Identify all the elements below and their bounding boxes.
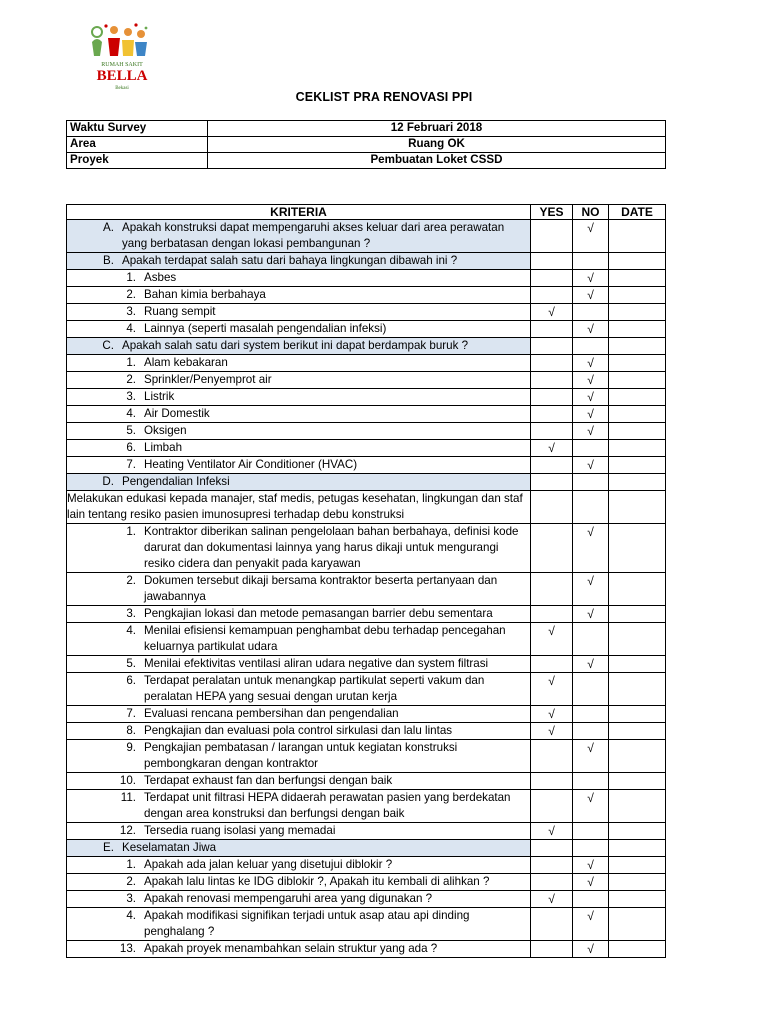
no-cell — [573, 723, 609, 740]
criteria-text: Apakah modifikasi signifikan terjadi untuk asap atau api dinding penghalang ? — [144, 909, 470, 938]
yes-cell: √ — [531, 823, 573, 840]
info-row — [67, 121, 666, 137]
criteria-text: Melakukan edukasi kepada manajer, staf medis, petugas kesehatan, lingkungan dan staf lain tentang resiko pasien imunosupresi terhadap debu konstruksi — [67, 491, 531, 524]
criteria-number: 1. — [126, 271, 136, 284]
yes-cell: √ — [531, 706, 573, 723]
no-cell: √ — [573, 874, 609, 891]
criteria-text: Apakah lalu lintas ke IDG diblokir ?, Apakah itu kembali di alihkan ? — [144, 875, 490, 888]
criteria-text: Kontraktor diberikan salinan pengelolaan bahan berbahaya, definisi kode darurat dan dokumentasi lainnya yang harus dikaji untuk mengurangi resiko cidera dan penyakit pada karyawan — [144, 525, 519, 570]
yes-cell — [531, 524, 573, 573]
criteria-text: Terdapat exhaust fan dan berfungsi dengan baik — [144, 774, 393, 787]
criteria-row — [67, 656, 666, 673]
criteria-number: 6. — [126, 674, 136, 687]
page-title: CEKLIST PRA RENOVASI PPI — [295, 90, 473, 104]
no-cell — [573, 338, 609, 355]
no-cell — [573, 773, 609, 790]
criteria-text: Apakah salah satu dari system berikut ini dapat berdampak buruk ? — [122, 339, 469, 352]
criteria-row — [67, 606, 666, 623]
date-cell — [609, 740, 666, 773]
date-cell — [609, 908, 666, 941]
yes-cell — [531, 423, 573, 440]
date-cell — [609, 773, 666, 790]
criteria-row — [67, 304, 666, 321]
date-cell — [609, 457, 666, 474]
no-cell — [573, 491, 609, 524]
date-cell — [609, 656, 666, 673]
criteria-row — [67, 823, 666, 840]
criteria-number: 3. — [126, 390, 136, 403]
criteria-number: 5. — [126, 657, 136, 670]
criteria-number: 8. — [126, 724, 136, 737]
date-cell — [609, 723, 666, 740]
criteria-number: 1. — [126, 356, 136, 369]
no-cell — [573, 673, 609, 706]
no-cell: √ — [573, 740, 609, 773]
criteria-text: Air Domestik — [144, 407, 210, 420]
date-cell — [609, 891, 666, 908]
date-cell — [609, 474, 666, 491]
info-row — [67, 153, 666, 169]
criteria-number: 13. — [119, 942, 136, 955]
date-cell — [609, 372, 666, 389]
header-no: NO — [573, 205, 609, 220]
criteria-header-row — [67, 205, 666, 220]
logo-line1: RUMAH SAKIT — [101, 62, 143, 68]
yes-cell — [531, 606, 573, 623]
criteria-number: D. — [102, 475, 114, 488]
yes-cell — [531, 773, 573, 790]
criteria-row — [67, 623, 666, 656]
yes-cell — [531, 457, 573, 474]
criteria-row — [67, 287, 666, 304]
section-row — [67, 253, 666, 270]
criteria-number: 1. — [126, 858, 136, 871]
date-cell — [609, 321, 666, 338]
criteria-row — [67, 740, 666, 773]
header-kriteria: KRITERIA — [67, 205, 531, 220]
yes-cell — [531, 287, 573, 304]
yes-cell — [531, 740, 573, 773]
date-cell — [609, 857, 666, 874]
no-cell — [573, 891, 609, 908]
criteria-number: 4. — [126, 407, 136, 420]
criteria-text: Menilai efisiensi kemampuan penghambat debu terhadap pencegahan keluarnya partikulat udara — [144, 624, 506, 653]
criteria-number: 5. — [126, 424, 136, 437]
date-cell — [609, 790, 666, 823]
no-cell: √ — [573, 857, 609, 874]
criteria-text: Tersedia ruang isolasi yang memadai — [144, 824, 336, 837]
info-row — [67, 137, 666, 153]
criteria-number: A. — [103, 221, 114, 234]
date-cell — [609, 338, 666, 355]
date-cell — [609, 823, 666, 840]
criteria-text: Sprinkler/Penyemprot air — [144, 373, 272, 386]
yes-cell — [531, 220, 573, 253]
criteria-row — [67, 773, 666, 790]
yes-cell — [531, 406, 573, 423]
criteria-number: 1. — [126, 525, 136, 538]
criteria-row — [67, 673, 666, 706]
criteria-number: 4. — [126, 322, 136, 335]
date-cell — [609, 941, 666, 958]
criteria-number: C. — [102, 339, 114, 352]
no-cell: √ — [573, 287, 609, 304]
criteria-number: 2. — [126, 875, 136, 888]
date-cell — [609, 840, 666, 857]
no-cell: √ — [573, 355, 609, 372]
no-cell: √ — [573, 389, 609, 406]
criteria-number: 6. — [126, 441, 136, 454]
date-cell — [609, 304, 666, 321]
criteria-text: Dokumen tersebut dikaji bersama kontraktor beserta pertanyaan dan jawabannya — [144, 574, 498, 603]
no-cell: √ — [573, 656, 609, 673]
yes-cell: √ — [531, 723, 573, 740]
yes-cell — [531, 941, 573, 958]
no-cell — [573, 840, 609, 857]
criteria-row — [67, 440, 666, 457]
no-cell: √ — [573, 270, 609, 287]
criteria-text: Evaluasi rencana pembersihan dan pengendalian — [144, 707, 399, 720]
date-cell — [609, 673, 666, 706]
criteria-number: 11. — [120, 791, 136, 804]
criteria-text: Ruang sempit — [144, 305, 216, 318]
yes-cell — [531, 321, 573, 338]
criteria-number: E. — [103, 841, 114, 854]
logo-line3: Bekasi — [115, 86, 129, 91]
date-cell — [609, 491, 666, 524]
criteria-text: Oksigen — [144, 424, 187, 437]
paragraph-row — [67, 491, 666, 524]
criteria-text: Apakah ada jalan keluar yang disetujui diblokir ? — [144, 858, 393, 871]
info-label: Area — [67, 137, 208, 153]
date-cell — [609, 220, 666, 253]
no-cell: √ — [573, 908, 609, 941]
criteria-number: B. — [103, 254, 114, 267]
criteria-row — [67, 891, 666, 908]
criteria-text: Apakah renovasi mempengaruhi area yang digunakan ? — [144, 892, 433, 905]
criteria-text: Heating Ventilator Air Conditioner (HVAC) — [144, 458, 358, 471]
criteria-number: 3. — [126, 305, 136, 318]
yes-cell — [531, 270, 573, 287]
info-value: 12 Februari 2018 — [208, 121, 666, 137]
criteria-text: Menilai efektivitas ventilasi aliran udara negative dan system filtrasi — [144, 657, 489, 670]
criteria-number: 3. — [126, 607, 136, 620]
date-cell — [609, 874, 666, 891]
criteria-number: 7. — [126, 707, 136, 720]
criteria-number: 12. — [119, 824, 136, 837]
survey-info-table — [66, 120, 666, 169]
criteria-row — [67, 372, 666, 389]
no-cell — [573, 304, 609, 321]
no-cell: √ — [573, 372, 609, 389]
criteria-text: Apakah proyek menambahkan selain struktur yang ada ? — [144, 942, 438, 955]
criteria-row — [67, 941, 666, 958]
no-cell: √ — [573, 606, 609, 623]
yes-cell: √ — [531, 304, 573, 321]
date-cell — [609, 406, 666, 423]
no-cell — [573, 823, 609, 840]
yes-cell — [531, 474, 573, 491]
header-date: DATE — [609, 205, 666, 220]
yes-cell — [531, 908, 573, 941]
criteria-text: Terdapat peralatan untuk menangkap partikulat seperti vakum dan peralatan HEPA yang sesuai dengan urutan kerja — [144, 674, 485, 703]
criteria-text: Listrik — [144, 390, 175, 403]
section-row — [67, 220, 666, 253]
date-cell — [609, 606, 666, 623]
criteria-number: 3. — [126, 892, 136, 905]
date-cell — [609, 573, 666, 606]
criteria-text: Pengkajian pembatasan / larangan untuk kegiatan konstruksi pembongkaran dengan kontraktor — [144, 741, 458, 770]
criteria-number: 2. — [126, 574, 136, 587]
yes-cell: √ — [531, 673, 573, 706]
criteria-text: Limbah — [144, 441, 183, 454]
no-cell: √ — [573, 941, 609, 958]
criteria-number: 4. — [126, 909, 136, 922]
criteria-row — [67, 406, 666, 423]
yes-cell: √ — [531, 440, 573, 457]
criteria-number: 10. — [119, 774, 136, 787]
yes-cell — [531, 857, 573, 874]
criteria-row — [67, 389, 666, 406]
criteria-text: Pengendalian Infeksi — [122, 475, 230, 488]
no-cell: √ — [573, 406, 609, 423]
yes-cell: √ — [531, 623, 573, 656]
no-cell — [573, 253, 609, 270]
yes-cell — [531, 372, 573, 389]
criteria-text: Lainnya (seperti masalah pengendalian infeksi) — [144, 322, 387, 335]
date-cell — [609, 623, 666, 656]
yes-cell — [531, 656, 573, 673]
yes-cell — [531, 253, 573, 270]
yes-cell — [531, 389, 573, 406]
yes-cell — [531, 874, 573, 891]
date-cell — [609, 287, 666, 304]
no-cell: √ — [573, 524, 609, 573]
yes-cell — [531, 573, 573, 606]
yes-cell — [531, 491, 573, 524]
logo-line2: BELLA — [96, 68, 148, 84]
no-cell: √ — [573, 321, 609, 338]
date-cell — [609, 355, 666, 372]
no-cell: √ — [573, 457, 609, 474]
yes-cell — [531, 840, 573, 857]
info-value: Ruang OK — [208, 137, 666, 153]
no-cell — [573, 706, 609, 723]
date-cell — [609, 253, 666, 270]
info-label: Proyek — [67, 153, 208, 169]
criteria-text: Pengkajian lokasi dan metode pemasangan barrier debu sementara — [144, 607, 493, 620]
yes-cell: √ — [531, 891, 573, 908]
criteria-text: Apakah terdapat salah satu dari bahaya lingkungan dibawah ini ? — [122, 254, 458, 267]
criteria-row — [67, 573, 666, 606]
section-row — [67, 840, 666, 857]
no-cell — [573, 623, 609, 656]
criteria-text: Keselamatan Jiwa — [122, 841, 217, 854]
yes-cell — [531, 355, 573, 372]
criteria-row — [67, 355, 666, 372]
section-row — [67, 474, 666, 491]
hospital-logo — [84, 22, 164, 92]
date-cell — [609, 524, 666, 573]
criteria-text: Apakah konstruksi dapat mempengaruhi akses keluar dari area perawatan yang berbatasan dengan lokasi pembangunan ? — [122, 221, 505, 250]
criteria-number: 2. — [126, 373, 136, 386]
date-cell — [609, 706, 666, 723]
criteria-text: Terdapat unit filtrasi HEPA didaerah perawatan pasien yang berdekatan dengan area konstruksi dan berfungsi dengan baik — [144, 791, 511, 820]
criteria-text: Pengkajian dan evaluasi pola control sirkulasi dan lalu lintas — [144, 724, 453, 737]
info-value: Pembuatan Loket CSSD — [208, 153, 666, 169]
no-cell: √ — [573, 573, 609, 606]
criteria-row — [67, 874, 666, 891]
no-cell: √ — [573, 423, 609, 440]
date-cell — [609, 389, 666, 406]
header-yes: YES — [531, 205, 573, 220]
criteria-row — [67, 321, 666, 338]
date-cell — [609, 423, 666, 440]
criteria-row — [67, 857, 666, 874]
date-cell — [609, 270, 666, 287]
no-cell: √ — [573, 790, 609, 823]
criteria-row — [67, 270, 666, 287]
criteria-row — [67, 706, 666, 723]
criteria-text: Asbes — [144, 271, 177, 284]
criteria-row — [67, 908, 666, 941]
info-label: Waktu Survey — [67, 121, 208, 137]
criteria-row — [67, 790, 666, 823]
criteria-row — [67, 524, 666, 573]
criteria-number: 4. — [126, 624, 136, 637]
criteria-row — [67, 457, 666, 474]
criteria-table — [66, 204, 666, 958]
yes-cell — [531, 790, 573, 823]
criteria-text: Bahan kimia berbahaya — [144, 288, 266, 301]
criteria-text: Alam kebakaran — [144, 356, 228, 369]
no-cell: √ — [573, 220, 609, 253]
no-cell — [573, 440, 609, 457]
yes-cell — [531, 338, 573, 355]
criteria-row — [67, 723, 666, 740]
criteria-number: 7. — [126, 458, 136, 471]
no-cell — [573, 474, 609, 491]
date-cell — [609, 440, 666, 457]
criteria-row — [67, 423, 666, 440]
criteria-number: 2. — [126, 288, 136, 301]
criteria-number: 9. — [126, 741, 136, 754]
section-row — [67, 338, 666, 355]
